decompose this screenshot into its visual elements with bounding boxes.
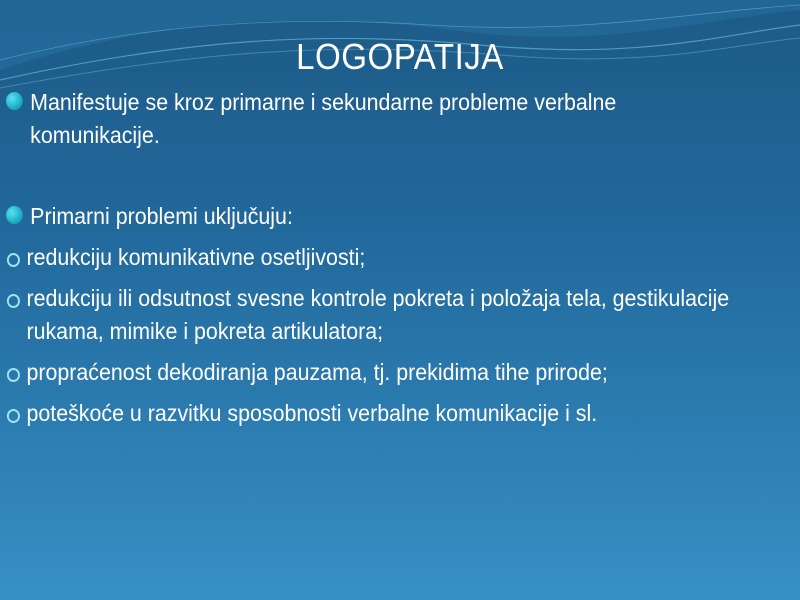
sub-bullet-text: poteškoće u razvitku sposobnosti verbalne komunikacije i sl.	[26, 400, 598, 426]
sub-bullet-text: propraćenost dekodiranja pauzama, tj. prekidima tihe prirode;	[26, 359, 608, 385]
bullet-text: Manifestuje se kroz primarne i sekundarne probleme verbalne komunikacije.	[30, 89, 617, 148]
bullet-dot-icon	[6, 92, 23, 110]
bullet-text: Primarni problemi uključuju:	[30, 203, 293, 229]
slide-title: LOGOPATIJA	[296, 36, 504, 77]
circle-bullet-icon	[7, 368, 20, 382]
circle-bullet-icon	[7, 253, 20, 267]
sub-bullet-item-4	[6, 397, 731, 430]
sub-bullet-item-1	[6, 241, 731, 274]
sub-bullet-item-3	[6, 356, 731, 389]
bullet-item-1	[6, 86, 731, 152]
sub-bullet-text: redukciju komunikativne osetljivosti;	[26, 244, 366, 270]
sub-bullet-item-2	[6, 282, 731, 348]
bullet-dot-icon	[6, 206, 23, 224]
bullet-item-2	[6, 200, 731, 233]
circle-bullet-icon	[7, 294, 20, 308]
circle-bullet-icon	[7, 409, 20, 423]
slide-content	[6, 86, 786, 430]
sub-bullet-text: redukciju ili odsutnost svesne kontrole pokreta i položaja tela, gestikulacije rukama, mimike i pokreta artikulatora;	[26, 285, 730, 344]
